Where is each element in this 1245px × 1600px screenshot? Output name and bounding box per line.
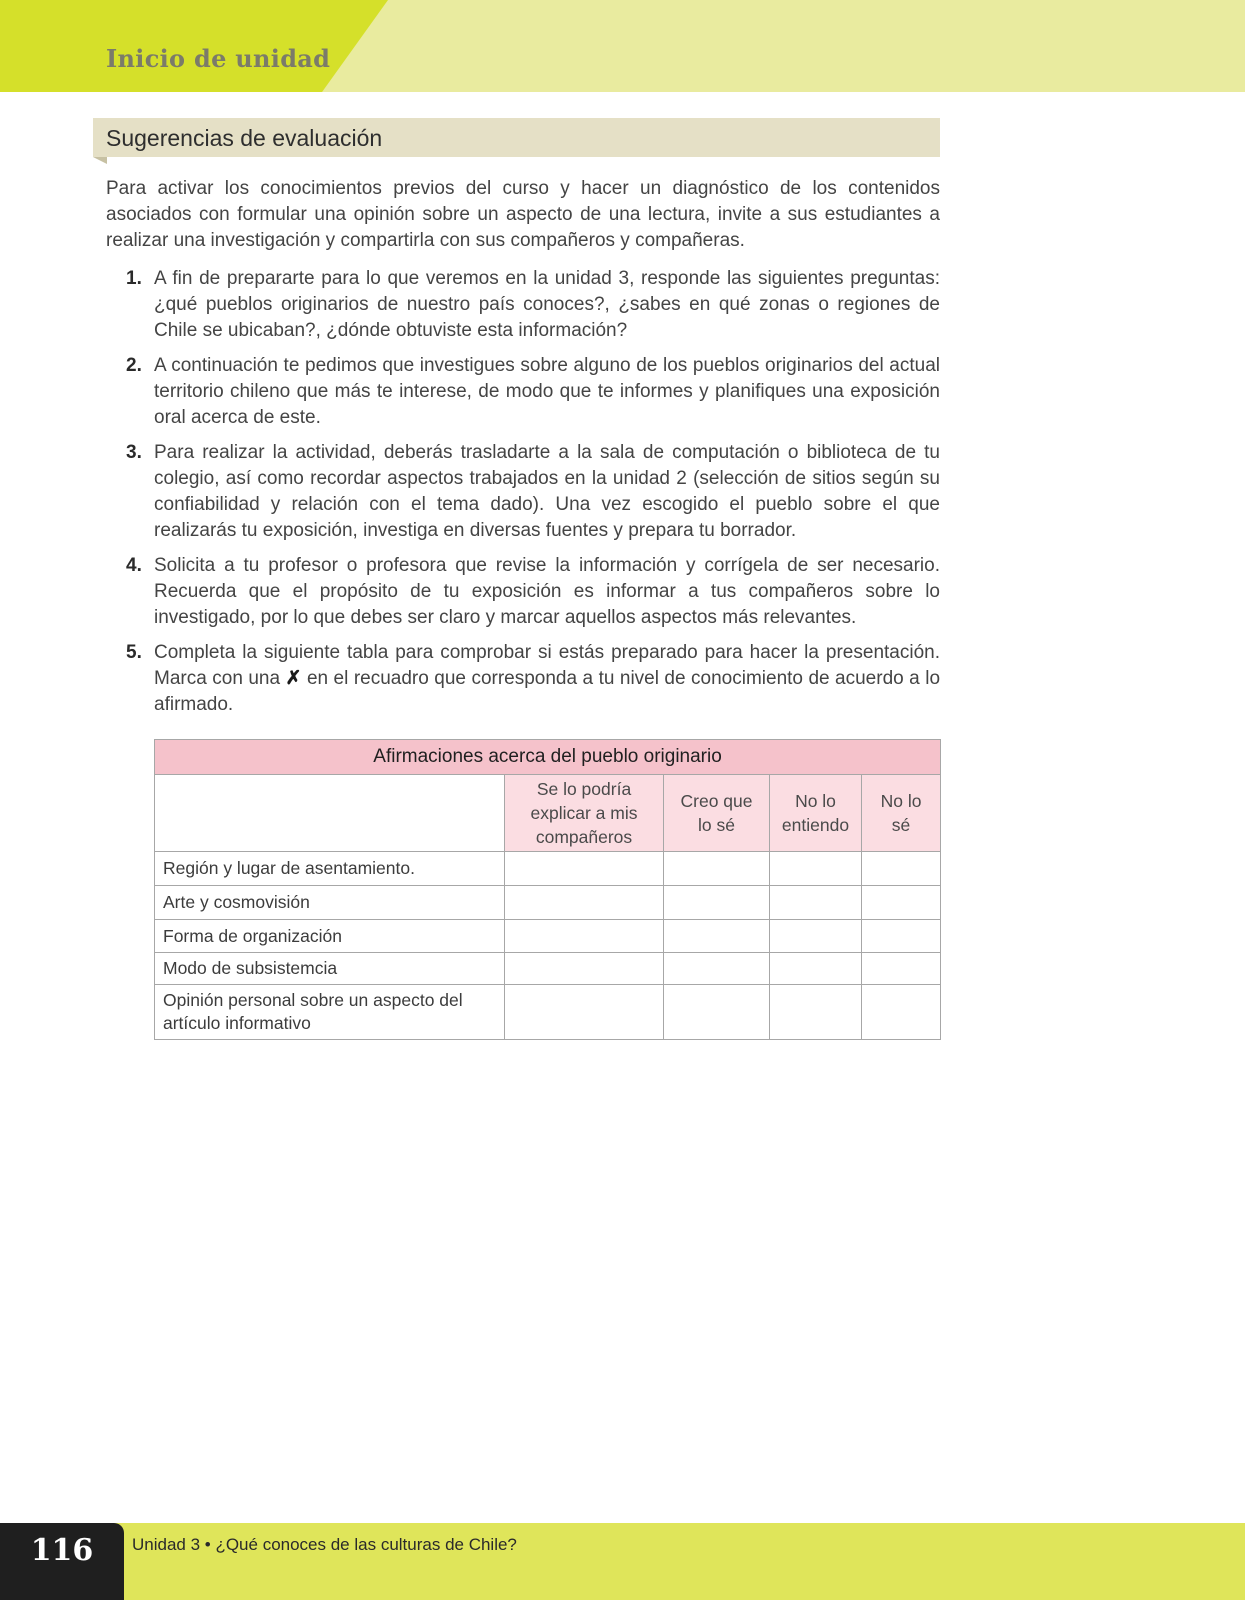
steps-list — [106, 266, 940, 727]
step-item — [106, 266, 940, 344]
check-cell[interactable] — [770, 985, 862, 1040]
check-cell[interactable] — [505, 852, 664, 886]
check-cell[interactable] — [505, 985, 664, 1040]
table-column-header: No lo entiendo — [770, 775, 862, 852]
table-column-header: Se lo podría explicar a mis compañeros — [505, 775, 664, 852]
table-column-header: Creo que lo sé — [664, 775, 770, 852]
step-item — [106, 440, 940, 544]
step-text: A continuación te pedimos que investigues sobre alguno de los pueblos originarios del actual territorio chileno que más te interese, de modo que te informes y planifiques una exposición oral acerca de este. — [154, 355, 940, 428]
step-text: A fin de prepararte para lo que veremos en la unidad 3, responde las siguientes preguntas: ¿qué pueblos originarios de nuestro país conoces?, ¿sabes en qué zonas o regiones de Chile se ubicaban?, ¿dónde obtuviste esta información? — [154, 268, 940, 341]
step-item — [106, 353, 940, 431]
row-label: Forma de organización — [155, 920, 505, 953]
row-label: Arte y cosmovisión — [155, 886, 505, 920]
check-cell[interactable] — [664, 886, 770, 920]
table-column-header: No lo sé — [862, 775, 941, 852]
check-cell[interactable] — [862, 852, 941, 886]
step-item — [106, 640, 940, 718]
check-cell[interactable] — [862, 886, 941, 920]
check-cell[interactable] — [664, 920, 770, 953]
check-cell[interactable] — [770, 852, 862, 886]
table-row — [155, 886, 941, 920]
check-cell[interactable] — [862, 953, 941, 985]
table-row — [155, 920, 941, 953]
check-cell[interactable] — [664, 985, 770, 1040]
table-caption: Afirmaciones acerca del pueblo originario — [155, 740, 941, 775]
check-cell[interactable] — [664, 953, 770, 985]
step-text: Solicita a tu profesor o profesora que revise la información y corrígela de ser necesario. Recuerda que el propósito de tu exposición es informar a tus compañeros sobre lo investigado, por lo que debes ser claro y marcar aquellos aspectos más relevantes. — [154, 555, 940, 628]
check-cell[interactable] — [664, 852, 770, 886]
check-cell[interactable] — [770, 953, 862, 985]
row-label: Región y lugar de asentamiento. — [155, 852, 505, 886]
row-label: Modo de subsistemcia — [155, 953, 505, 985]
step-number: 1. — [126, 268, 142, 289]
unit-label: Inicio de unidad — [106, 44, 331, 73]
step-text-after: en el recuadro que corresponda a tu nivel de conocimiento de acuerdo a lo afirmado. — [154, 668, 941, 715]
step-text: Para realizar la actividad, deberás trasladarte a la sala de computación o biblioteca de tu colegio, así como recordar aspectos trabajados en la unidad 2 (selección de sitios según su confiabilidad y relación con el tema dado). Una vez escogido el pueblo sobre el que realizarás tu exposición, investiga en diversas fuentes y prepara tu borrador. — [154, 442, 940, 541]
page-number: 116 — [30, 1533, 94, 1568]
check-cell[interactable] — [862, 920, 941, 953]
step-number: 2. — [126, 355, 142, 376]
check-cell[interactable] — [770, 920, 862, 953]
table-row — [155, 953, 941, 985]
check-cell[interactable] — [505, 920, 664, 953]
footer-unit-text: Unidad 3 • ¿Qué conoces de las culturas de Chile? — [132, 1535, 517, 1554]
row-label: Opinión personal sobre un aspecto del artículo informativo — [155, 985, 505, 1040]
step-number: 5. — [126, 642, 142, 663]
step-text-before: Completa la siguiente tabla para comprobar si estás preparado para hacer la presentación. Marca con una — [154, 642, 940, 689]
check-cell[interactable] — [505, 886, 664, 920]
step-item — [106, 553, 940, 631]
intro-paragraph: Para activar los conocimientos previos del curso y hacer un diagnóstico de los contenidos asociados con formular una opinión sobre un aspecto de una lectura, invite a sus estudiantes a realizar una investigación y compartirla con sus compañeros y compañeras. — [106, 178, 940, 251]
table-row — [155, 985, 941, 1040]
self-assessment-table — [154, 739, 941, 1040]
check-cell[interactable] — [505, 953, 664, 985]
table-header-blank — [155, 775, 505, 852]
section-title: Sugerencias de evaluación — [106, 125, 383, 151]
check-cell[interactable] — [770, 886, 862, 920]
x-mark-icon: ✗ — [285, 668, 302, 689]
step-number: 4. — [126, 555, 142, 576]
section-heading-fold — [93, 157, 107, 164]
step-number: 3. — [126, 442, 142, 463]
check-cell[interactable] — [862, 985, 941, 1040]
table-row — [155, 852, 941, 886]
